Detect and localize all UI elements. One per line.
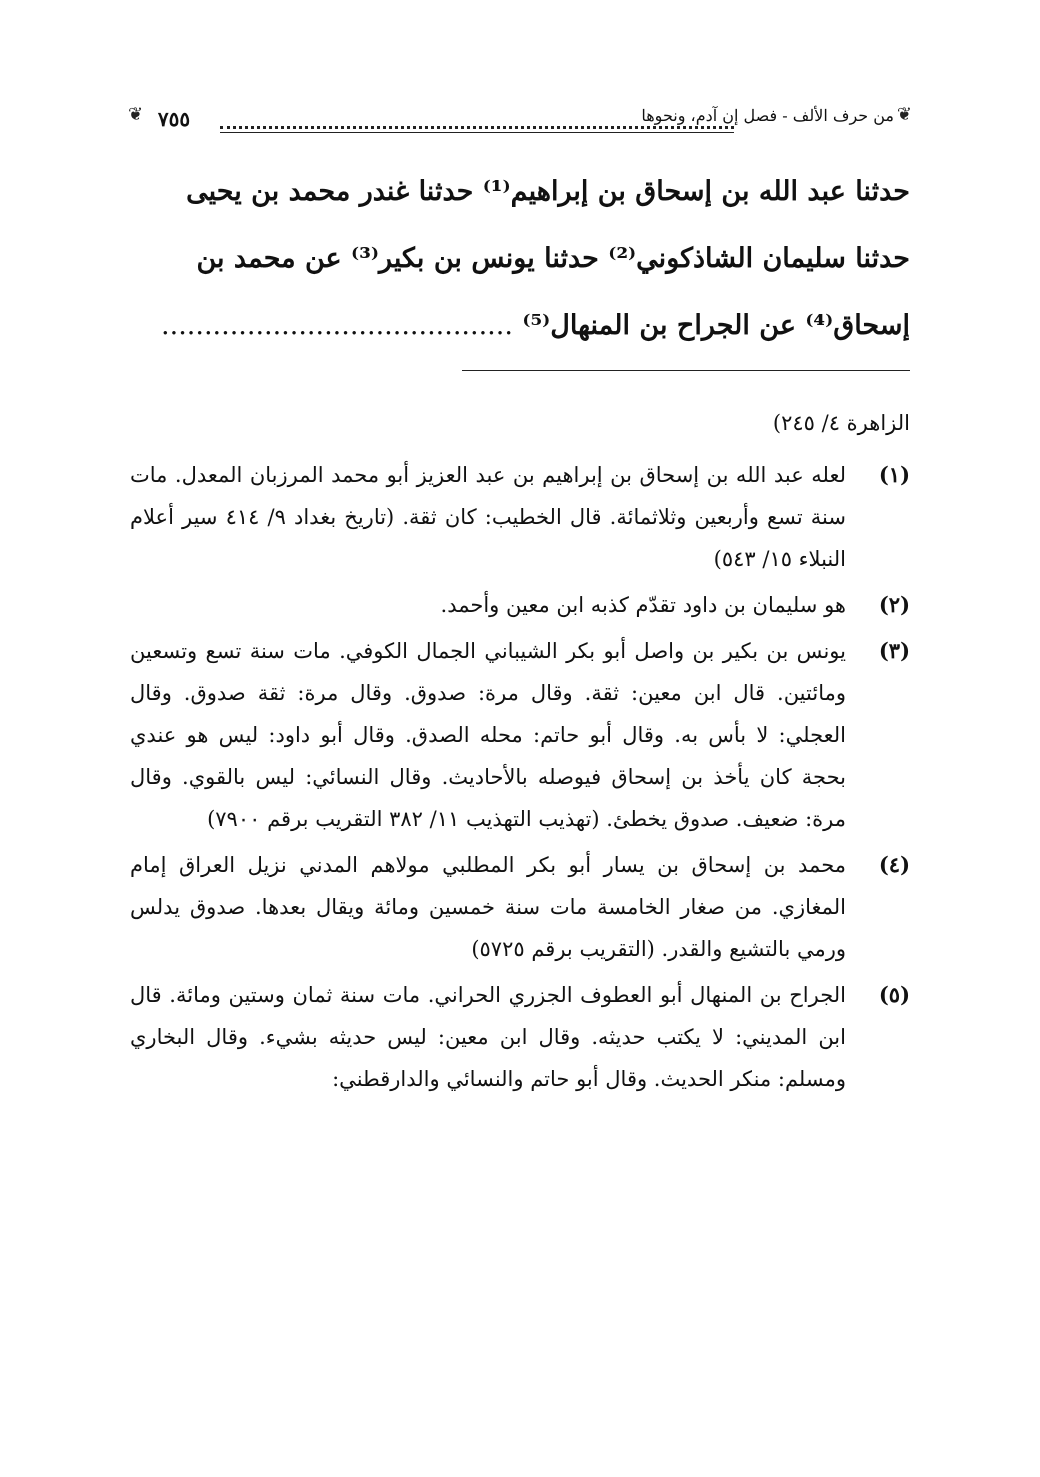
header-dotted-rule [220,126,734,129]
footnote-text: هو سليمان بن داود تقدّم كذبه ابن معين وأحمد. [440,593,846,617]
footnote-number: (٢) [878,592,910,617]
footnote-continuation: الزاهرة ٤/ ٢٤٥) [772,411,910,435]
main-line-1: حدثنا عبد الله بن إسحاق بن إبراهيم⁽¹⁾ حدثنا غندر محمد بن يحيى [186,176,910,207]
footnote-number: (٣) [878,638,910,663]
footnote-text: محمد بن إسحاق بن يسار أبو بكر المطلبي مولاهم المدني نزيل العراق إمام المغازي. من صغار الخامسة مات سنة خمسين ومائة ويقال بعدها. صدوق يدلس ورمي بالتشيع والقدر. (التقريب برقم ٥٧٢٥) [130,853,846,961]
footnote-number: (٤) [878,852,910,877]
ornament-left-icon: ❦ [128,104,144,125]
footnote-5 [130,974,910,1100]
footnote-text: الجراح بن المنهال أبو العطوف الجزري الحراني. مات سنة ثمان وستين ومائة. قال ابن المديني: لا يكتب حديثه. وقال ابن معين: ليس حديثه بشيء. وقال البخاري ومسلم: منكر الحديث. وقال أبو حاتم والنسائي والدارقطني: [130,983,846,1091]
footnote-1 [130,454,910,580]
running-header [128,98,912,142]
footnote-4 [130,844,910,970]
footnote-3 [130,630,910,840]
main-text [130,158,910,359]
page-number: ٧٥٥ [157,107,191,131]
footnote-number: (١) [878,462,910,487]
footnotes [130,402,910,1104]
footnote-text: يونس بن بكير بن واصل أبو بكر الشيباني الجمال الكوفي. مات سنة تسع وتسعين ومائتين. قال ابن معين: ثقة. وقال مرة: صدوق. وقال مرة: ثقة صدوق. وقال العجلي: لا بأس به. وقال أبو حاتم: محله الصدق. وقال أبو داود: ليس هو عندي بحجة كان يأخذ بن إسحاق فيوصله بالأحاديث. وقال النسائي: ليس بالقوي. وقال مرة: ضعيف. صدوق يخطئ. (تهذيب التهذيب ١١/ ٣٨٢ التقريب برقم ٧٩٠٠) [130,639,846,831]
footnote-number: (٥) [878,982,910,1007]
main-line-3 [130,292,910,359]
main-line-3-text: إسحاق⁽⁴⁾ عن الجراح بن المنهال⁽⁵⁾ [522,310,910,341]
ellipsis-dots: ......................................... [161,310,513,341]
footnote-text: لعله عبد الله بن إسحاق بن إبراهيم بن عبد العزيز أبو محمد المرزبان المعدل. مات سنة تسع وأربعين وثلاثمائة. قال الخطيب: كان ثقة. (تاريخ بغداد ٩/ ٤١٤ سير أعلام النبلاء ١٥/ ٥٤٣) [130,463,846,571]
header-title: من حرف الألف - فصل إن آدم، ونحوها [641,106,894,125]
ornament-right-icon: ❦ [896,104,912,125]
header-rule [220,132,734,133]
footnote-2 [130,584,910,626]
main-line-2: حدثنا سليمان الشاذكوني⁽²⁾ حدثنا يونس بن بكير⁽³⁾ عن محمد بن [196,243,910,274]
footnote-separator [462,370,910,371]
